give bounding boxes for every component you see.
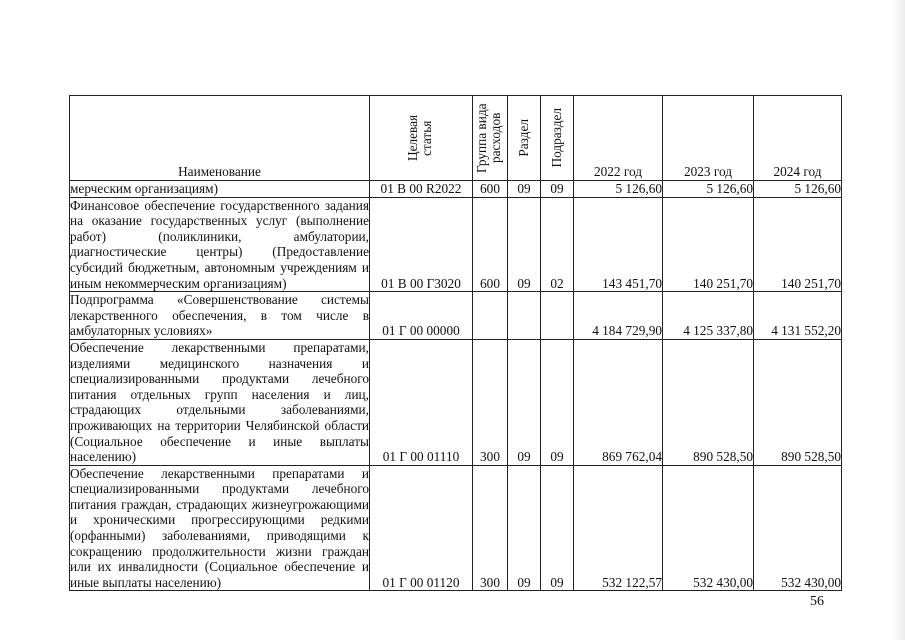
row-2023: 5 126,60 [663, 181, 754, 198]
header-section: Раздел [508, 96, 541, 181]
row-name: Финансовое обеспечение государственного задания на оказание государственных услуг (выполнение работ) (поликлиники, амбулатории, диагностические центры) (Предоставление субсидий бюджетным, автономным учреждениям и иным некоммерческим организациям) [70, 197, 369, 291]
header-name: Наименование [70, 96, 370, 181]
row-name: Подпрограмма «Совершенствование системы лекарственного обеспечения, в том числе в амбулаторных условиях» [70, 292, 369, 339]
row-2024: 5 126,60 [754, 181, 842, 198]
row-section: 09 [508, 181, 541, 198]
row-2023: 140 251,70 [663, 197, 754, 292]
row-2023: 4 125 337,80 [663, 292, 754, 340]
row-expense-group: 600 [473, 197, 508, 292]
table-row [70, 339, 842, 465]
row-2024: 140 251,70 [754, 197, 842, 292]
row-target-article: 01 В 00 Г3020 [370, 197, 473, 292]
row-subsection: 09 [541, 339, 574, 465]
row-expense-group: 600 [473, 181, 508, 198]
row-target-article: 01 Г 00 01110 [370, 339, 473, 465]
row-2023: 890 528,50 [663, 339, 754, 465]
row-2024: 890 528,50 [754, 339, 842, 465]
row-target-article: 01 Г 00 00000 [370, 292, 473, 340]
header-2022: 2022 год [574, 96, 663, 181]
row-2022: 143 451,70 [574, 197, 663, 292]
row-2024: 4 131 552,20 [754, 292, 842, 340]
row-2023: 532 430,00 [663, 465, 754, 591]
row-subsection: 09 [541, 181, 574, 198]
header-2023: 2023 год [663, 96, 754, 181]
table-header-row [70, 96, 842, 181]
table-row [70, 292, 842, 340]
row-subsection: 02 [541, 197, 574, 292]
row-expense-group: 300 [473, 339, 508, 465]
row-section [508, 292, 541, 340]
row-2022: 869 762,04 [574, 339, 663, 465]
row-2022: 532 122,57 [574, 465, 663, 591]
table-row [70, 465, 842, 591]
row-name: Обеспечение лекарственными препаратами и специализированными продуктами лечебного питания граждан, страдающих жизнеугрожающими и хроническими прогрессирующими редкими (орфанными) заболеваниями, приводящими к сокращению продолжительности жизни граждан или их инвалидности (Социальное обеспечение и иные выплаты населению) [70, 465, 369, 590]
page-edge-shadow [891, 0, 905, 640]
row-subsection [541, 292, 574, 340]
row-subsection: 09 [541, 465, 574, 591]
row-2022: 4 184 729,90 [574, 292, 663, 340]
header-2024: 2024 год [754, 96, 842, 181]
page-number: 56 [810, 594, 824, 609]
row-section: 09 [508, 197, 541, 292]
row-section: 09 [508, 465, 541, 591]
row-name: Обеспечение лекарственными препаратами, изделиями медицинского назначения и специализированными продуктами лечебного питания отдельных групп населения и лиц, страдающих отдельными заболеваниями, проживающих на территории Челябинской области (Социальное обеспечение и иные выплаты населению) [70, 339, 369, 465]
row-target-article: 01 Г 00 01120 [370, 465, 473, 591]
row-target-article: 01 В 00 R2022 [370, 181, 473, 198]
row-2024: 532 430,00 [754, 465, 842, 591]
budget-table [69, 95, 842, 591]
header-expense-group: Группа вида расходов [473, 96, 508, 181]
row-name: мерческим организациям) [70, 181, 370, 198]
row-2022: 5 126,60 [574, 181, 663, 198]
header-subsection: Подраздел [541, 96, 574, 181]
table-row [70, 181, 842, 198]
row-expense-group: 300 [473, 465, 508, 591]
table-row [70, 197, 842, 292]
row-section: 09 [508, 339, 541, 465]
header-target-article: Целевая статья [370, 96, 473, 181]
row-expense-group [473, 292, 508, 340]
